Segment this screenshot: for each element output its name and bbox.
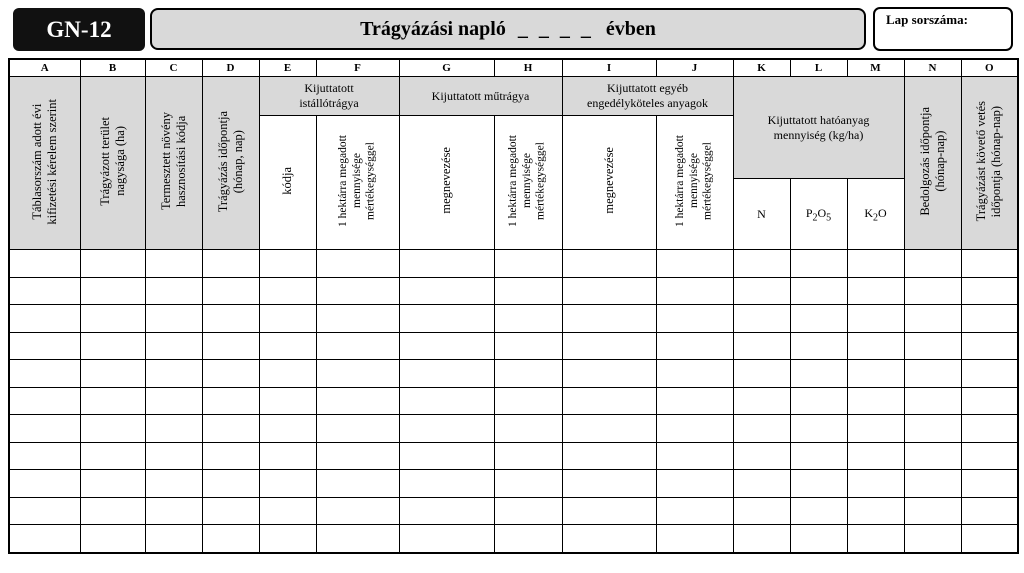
col-letter-k: K	[733, 59, 790, 77]
table-cell[interactable]	[562, 497, 656, 525]
table-cell[interactable]	[847, 387, 904, 415]
col-letter-i: I	[562, 59, 656, 77]
table-cell[interactable]	[847, 277, 904, 305]
table-cell[interactable]	[399, 332, 494, 360]
table-cell[interactable]	[316, 525, 399, 553]
table-cell[interactable]	[961, 332, 1018, 360]
table-cell[interactable]	[961, 525, 1018, 553]
table-cell[interactable]	[145, 332, 202, 360]
table-cell[interactable]	[790, 332, 847, 360]
column-letter-row	[9, 59, 1018, 77]
table-cell[interactable]	[316, 497, 399, 525]
table-cell[interactable]	[316, 415, 399, 443]
form-code: GN-12	[46, 16, 112, 42]
table-cell[interactable]	[904, 277, 961, 305]
table-cell[interactable]	[961, 497, 1018, 525]
table-cell[interactable]	[733, 415, 790, 443]
table-cell[interactable]	[562, 470, 656, 498]
table-cell[interactable]	[961, 250, 1018, 278]
table-cell[interactable]	[80, 332, 145, 360]
table-cell[interactable]	[562, 250, 656, 278]
header-n: Bedolgozás időpontja (hónap-nap)	[904, 77, 961, 250]
col-letter-h: H	[494, 59, 562, 77]
table-cell[interactable]	[961, 387, 1018, 415]
table-cell[interactable]	[9, 470, 80, 498]
table-cell[interactable]	[259, 497, 316, 525]
table-row	[9, 277, 1018, 305]
col-letter-o: O	[961, 59, 1018, 77]
table-row	[9, 332, 1018, 360]
table-cell[interactable]	[562, 305, 656, 333]
table-cell[interactable]	[80, 250, 145, 278]
table-cell[interactable]	[904, 250, 961, 278]
table-cell[interactable]	[202, 525, 259, 553]
table-cell[interactable]	[733, 305, 790, 333]
table-cell[interactable]	[733, 332, 790, 360]
table-cell[interactable]	[562, 525, 656, 553]
table-cell[interactable]	[961, 442, 1018, 470]
table-cell[interactable]	[656, 250, 733, 278]
table-cell[interactable]	[847, 470, 904, 498]
table-cell[interactable]	[562, 442, 656, 470]
table-cell[interactable]	[259, 332, 316, 360]
table-cell[interactable]	[961, 360, 1018, 388]
header-e: kódja	[259, 116, 316, 250]
header-group-other-materials: Kijuttatott egyéb engedélyköteles anyagok	[562, 77, 733, 116]
table-cell[interactable]	[202, 497, 259, 525]
table-cell[interactable]	[656, 415, 733, 443]
table-cell[interactable]	[733, 277, 790, 305]
table-cell[interactable]	[259, 415, 316, 443]
table-row	[9, 442, 1018, 470]
table-cell[interactable]	[399, 360, 494, 388]
table-cell[interactable]	[733, 387, 790, 415]
table-cell[interactable]	[494, 387, 562, 415]
table-row	[9, 470, 1018, 498]
table-cell[interactable]	[790, 277, 847, 305]
table-cell[interactable]	[904, 305, 961, 333]
table-cell[interactable]	[9, 387, 80, 415]
table-cell[interactable]	[904, 442, 961, 470]
table-row	[9, 250, 1018, 278]
col-letter-a: A	[9, 59, 80, 77]
table-row	[9, 360, 1018, 388]
table-cell[interactable]	[904, 525, 961, 553]
table-cell[interactable]	[847, 250, 904, 278]
table-cell[interactable]	[399, 497, 494, 525]
table-cell[interactable]	[656, 277, 733, 305]
table-cell[interactable]	[904, 332, 961, 360]
table-cell[interactable]	[961, 277, 1018, 305]
table-cell[interactable]	[656, 470, 733, 498]
table-cell[interactable]	[847, 442, 904, 470]
table-cell[interactable]	[259, 387, 316, 415]
table-cell[interactable]	[656, 497, 733, 525]
form-code-badge	[13, 8, 145, 51]
table-cell[interactable]	[733, 470, 790, 498]
table-cell[interactable]	[202, 387, 259, 415]
table-cell[interactable]	[316, 277, 399, 305]
table-cell[interactable]	[80, 387, 145, 415]
table-cell[interactable]	[399, 277, 494, 305]
header-d: Trágyázás időpontja (hónap, nap)	[202, 77, 259, 250]
col-letter-c: C	[145, 59, 202, 77]
col-letter-m: M	[847, 59, 904, 77]
table-cell[interactable]	[202, 360, 259, 388]
table-cell[interactable]	[733, 442, 790, 470]
col-letter-n: N	[904, 59, 961, 77]
table-cell[interactable]	[202, 442, 259, 470]
table-cell[interactable]	[847, 360, 904, 388]
table-cell[interactable]	[494, 250, 562, 278]
table-cell[interactable]	[733, 250, 790, 278]
table-cell[interactable]	[494, 525, 562, 553]
header-l-phosphorus: $P_2O_5$	[790, 179, 847, 250]
table-cell[interactable]	[80, 360, 145, 388]
table-cell[interactable]	[494, 332, 562, 360]
header-m-potassium: $K_2O$	[847, 179, 904, 250]
col-letter-e: E	[259, 59, 316, 77]
table-cell[interactable]	[80, 497, 145, 525]
table-cell[interactable]	[145, 497, 202, 525]
table-cell[interactable]	[316, 332, 399, 360]
table-cell[interactable]	[80, 470, 145, 498]
table-cell[interactable]	[80, 415, 145, 443]
table-row	[9, 415, 1018, 443]
header-b: Trágyázott terület nagysága (ha)	[80, 77, 145, 250]
header-h: 1 hektárra megadott mennyisége mértékegységgel	[494, 116, 562, 250]
table-cell[interactable]	[259, 525, 316, 553]
table-row	[9, 525, 1018, 553]
header-j: 1 hektárra megadott mennyisége mértékegységgel	[656, 116, 733, 250]
header-c: Termesztett növény hasznosítási kódja	[145, 77, 202, 250]
table-cell[interactable]	[733, 497, 790, 525]
table-cell[interactable]	[202, 250, 259, 278]
table-cell[interactable]	[9, 277, 80, 305]
table-cell[interactable]	[562, 415, 656, 443]
table-cell[interactable]	[145, 305, 202, 333]
table-cell[interactable]	[562, 332, 656, 360]
table-cell[interactable]	[399, 250, 494, 278]
table-cell[interactable]	[9, 250, 80, 278]
table-cell[interactable]	[9, 305, 80, 333]
table-cell[interactable]	[494, 442, 562, 470]
table-cell[interactable]	[904, 360, 961, 388]
table-cell[interactable]	[145, 470, 202, 498]
header-o: Trágyázást követő vetés időpontja (hónap-nap)	[961, 77, 1018, 250]
table-cell[interactable]	[316, 305, 399, 333]
table-cell[interactable]	[80, 305, 145, 333]
table-cell[interactable]	[145, 415, 202, 443]
table-cell[interactable]	[733, 360, 790, 388]
table-cell[interactable]	[202, 470, 259, 498]
table-cell[interactable]	[202, 332, 259, 360]
table-cell[interactable]	[562, 387, 656, 415]
table-cell[interactable]	[145, 442, 202, 470]
header-f: 1 hektárra megadott mennyisége mértékegységgel	[316, 116, 399, 250]
table-cell[interactable]	[494, 360, 562, 388]
table-cell[interactable]	[399, 525, 494, 553]
table-cell[interactable]	[790, 305, 847, 333]
data-rows	[9, 250, 1018, 553]
table-cell[interactable]	[145, 277, 202, 305]
table-cell[interactable]	[494, 277, 562, 305]
fertilization-log-table	[8, 58, 1019, 554]
table-cell[interactable]	[733, 525, 790, 553]
header-group-manure: Kijuttatott istállótrágya	[259, 77, 399, 116]
table-cell[interactable]	[790, 360, 847, 388]
table-cell[interactable]	[904, 470, 961, 498]
table-cell[interactable]	[9, 415, 80, 443]
table-cell[interactable]	[80, 442, 145, 470]
header-g: megnevezése	[399, 116, 494, 250]
table-cell[interactable]	[790, 525, 847, 553]
table-cell[interactable]	[259, 442, 316, 470]
table-cell[interactable]	[80, 525, 145, 553]
table-cell[interactable]	[656, 525, 733, 553]
table-cell[interactable]	[494, 415, 562, 443]
table-cell[interactable]	[399, 305, 494, 333]
table-row	[9, 387, 1018, 415]
title-suffix: évben	[605, 17, 656, 40]
table-cell[interactable]	[961, 415, 1018, 443]
table-cell[interactable]	[847, 305, 904, 333]
table-row	[9, 305, 1018, 333]
table-cell[interactable]	[847, 497, 904, 525]
table-cell[interactable]	[494, 497, 562, 525]
table-cell[interactable]	[847, 332, 904, 360]
table-cell[interactable]	[316, 442, 399, 470]
col-letter-l: L	[790, 59, 847, 77]
table-cell[interactable]	[9, 360, 80, 388]
table-cell[interactable]	[399, 470, 494, 498]
table-cell[interactable]	[145, 250, 202, 278]
table-cell[interactable]	[399, 442, 494, 470]
table-cell[interactable]	[316, 387, 399, 415]
table-cell[interactable]	[562, 277, 656, 305]
table-cell[interactable]	[202, 277, 259, 305]
table-cell[interactable]	[904, 387, 961, 415]
header-a: Táblasorszám adott évi kifizetési kérelem szerint	[9, 77, 80, 250]
table-cell[interactable]	[904, 497, 961, 525]
col-letter-d: D	[202, 59, 259, 77]
table-cell[interactable]	[202, 415, 259, 443]
table-cell[interactable]	[145, 387, 202, 415]
table-cell[interactable]	[790, 387, 847, 415]
table-cell[interactable]	[316, 470, 399, 498]
table-cell[interactable]	[790, 442, 847, 470]
table-cell[interactable]	[9, 442, 80, 470]
table-cell[interactable]	[399, 415, 494, 443]
table-cell[interactable]	[961, 470, 1018, 498]
table-cell[interactable]	[9, 525, 80, 553]
col-letter-g: G	[399, 59, 494, 77]
table-cell[interactable]	[202, 305, 259, 333]
table-cell[interactable]	[656, 387, 733, 415]
table-cell[interactable]	[259, 470, 316, 498]
header-k-nitrogen: N	[733, 179, 790, 250]
table-cell[interactable]	[904, 415, 961, 443]
header-group-fertilizer: Kijuttatott műtrágya	[399, 77, 562, 116]
table-cell[interactable]	[316, 250, 399, 278]
page-number-label: Lap sorszáma:	[886, 12, 968, 27]
table-cell[interactable]	[656, 332, 733, 360]
col-letter-j: J	[656, 59, 733, 77]
table-cell[interactable]	[656, 305, 733, 333]
table-cell[interactable]	[145, 360, 202, 388]
table-cell[interactable]	[790, 250, 847, 278]
table-cell[interactable]	[9, 332, 80, 360]
title-prefix: Trágyázási napló	[360, 17, 506, 40]
table-cell[interactable]	[259, 277, 316, 305]
table-cell[interactable]	[847, 415, 904, 443]
table-cell[interactable]	[562, 360, 656, 388]
table-cell[interactable]	[790, 415, 847, 443]
header-row-groups	[9, 77, 1018, 116]
table-cell[interactable]	[790, 470, 847, 498]
table-cell[interactable]	[961, 305, 1018, 333]
table-cell[interactable]	[316, 360, 399, 388]
table-cell[interactable]	[494, 470, 562, 498]
table-cell[interactable]	[399, 387, 494, 415]
col-letter-f: F	[316, 59, 399, 77]
col-letter-b: B	[80, 59, 145, 77]
year-blank[interactable]: _ _ _ _	[517, 17, 594, 40]
table-cell[interactable]	[259, 305, 316, 333]
table-cell[interactable]	[847, 525, 904, 553]
table-cell[interactable]	[790, 497, 847, 525]
table-cell[interactable]	[494, 305, 562, 333]
table-cell[interactable]	[656, 442, 733, 470]
table-row	[9, 497, 1018, 525]
table-cell[interactable]	[259, 250, 316, 278]
table-cell[interactable]	[259, 360, 316, 388]
table-cell[interactable]	[80, 277, 145, 305]
page-number-box[interactable]	[873, 7, 1013, 51]
header-group-active-ingredient: Kijuttatott hatóanyag mennyiség (kg/ha)	[733, 77, 904, 179]
table-cell[interactable]	[145, 525, 202, 553]
table-cell[interactable]	[656, 360, 733, 388]
header-i: megnevezése	[562, 116, 656, 250]
table-cell[interactable]	[9, 497, 80, 525]
title-box	[150, 8, 866, 50]
